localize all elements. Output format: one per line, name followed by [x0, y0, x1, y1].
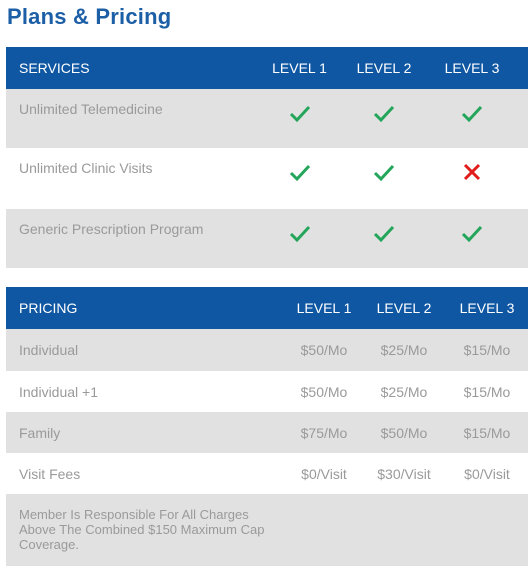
price-level-3: $15/Mo: [463, 424, 511, 441]
cross-icon: [422, 148, 522, 181]
pricing-row-label: Individual: [19, 342, 79, 358]
services-header: [6, 47, 528, 89]
pricing-row-label: Family: [19, 424, 61, 441]
pricing-note-row: [6, 494, 528, 566]
services-header-label: SERVICES: [19, 60, 90, 76]
price-level-2: $25/Mo: [380, 383, 428, 400]
checkmark-icon: [253, 209, 346, 243]
service-label: Unlimited Clinic Visits: [19, 160, 153, 176]
table-row: [6, 453, 528, 494]
table-row: [6, 209, 528, 268]
table-row: [6, 371, 528, 412]
services-header-level-1: LEVEL 1: [272, 60, 327, 76]
pricing-header-level-3: LEVEL 3: [459, 300, 515, 316]
pricing-table: [6, 287, 528, 566]
pricing-note: Member Is Responsible For All Charges Above The Combined $150 Maximum Cap Coverage.: [19, 507, 265, 552]
checkmark-icon: [422, 209, 522, 243]
price-level-1: $0/Visit: [301, 465, 347, 482]
services-header-level-3: LEVEL 3: [444, 60, 500, 76]
price-level-3: $15/Mo: [463, 383, 511, 400]
service-label: Unlimited Telemedicine: [19, 101, 163, 117]
price-level-2: $25/Mo: [380, 342, 428, 358]
price-level-1: $50/Mo: [300, 383, 348, 400]
pricing-header-level-2: LEVEL 2: [376, 300, 432, 316]
pricing-row-label: Individual +1: [19, 383, 99, 400]
price-level-2: $30/Visit: [377, 465, 431, 482]
pricing-row-label: Visit Fees: [19, 465, 81, 482]
price-level-2: $50/Mo: [380, 424, 428, 441]
checkmark-icon: [346, 148, 422, 182]
pricing-header-label: PRICING: [19, 300, 78, 316]
checkmark-icon: [253, 148, 346, 182]
table-row: [6, 148, 528, 209]
pricing-header: [6, 287, 528, 329]
price-level-1: $50/Mo: [300, 342, 348, 358]
page-title: Plans & Pricing: [7, 4, 172, 29]
checkmark-icon: [346, 209, 422, 243]
table-row: [6, 412, 528, 453]
checkmark-icon: [346, 89, 422, 123]
price-level-3: $15/Mo: [463, 342, 511, 358]
services-table: [6, 47, 528, 268]
price-level-3: $0/Visit: [464, 465, 510, 482]
pricing-header-level-1: LEVEL 1: [296, 300, 352, 316]
table-row: [6, 89, 528, 148]
price-level-1: $75/Mo: [300, 424, 348, 441]
table-row: [6, 329, 528, 371]
services-header-level-2: LEVEL 2: [356, 60, 412, 76]
checkmark-icon: [253, 89, 346, 123]
checkmark-icon: [422, 89, 522, 123]
service-label: Generic Prescription Program: [19, 221, 204, 237]
